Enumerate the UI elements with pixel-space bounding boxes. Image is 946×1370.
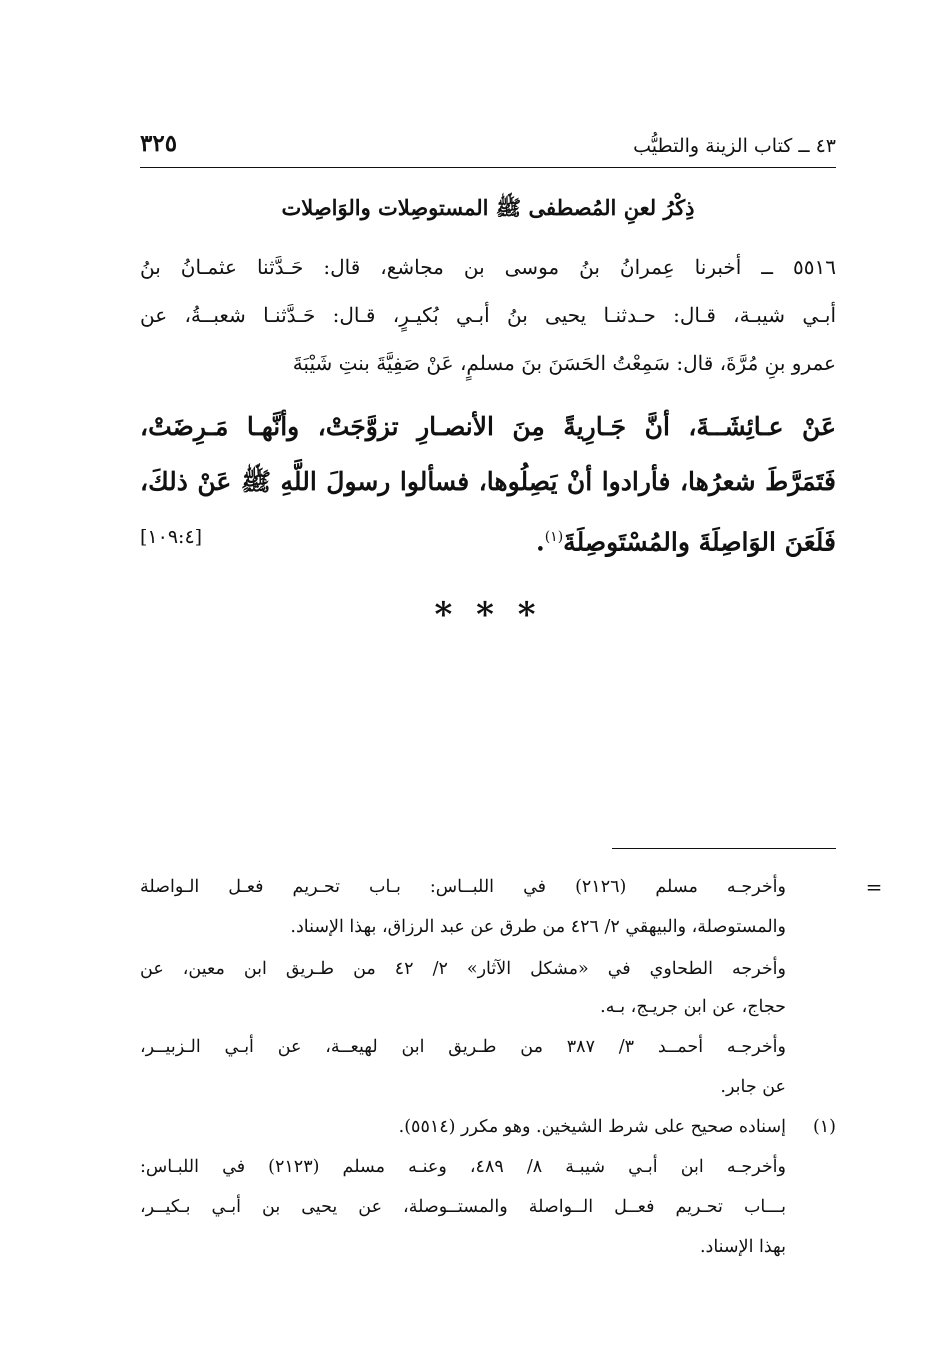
isnad-line: أبـي شيبـة، قـال: حـدثنـا يحيى بنُ أبـي بُكيـرٍ، قـال: حَـدَّثنـا شعبــةُ، عن xyxy=(140,303,836,327)
footnote-line: وأخرجـه أحمــد ٣/ ٣٨٧ من طـريق ابن لهيعــة، عن أبـي الـزبيــر، xyxy=(140,1037,786,1057)
isnad-line: ٥٥١٦ ــ أخبرنا عِمرانُ بنُ موسى بن مجاشع، قال: حَـدَّثنا عثمـانُ بنُ xyxy=(140,255,836,279)
footnote-line: وأخرجه الطحاوي في «مشكل الآثار» ٢/ ٤٢ من طـريق ابن معين، عن xyxy=(140,959,786,979)
footnote-line: حجاج، عن ابن جريـج، بـه. xyxy=(600,997,786,1017)
footnote-number: (١) xyxy=(812,1117,836,1137)
matn-line: فَتَمَرَّطَ شعرُها، فأرادوا أنْ يَصِلُوها، فسألوا رسولَ اللَّهِ ﷺ عَنْ ذلكَ، xyxy=(140,467,836,496)
section-separator: * * * xyxy=(434,595,542,635)
matn-line xyxy=(280,510,836,564)
matn-last-text: فَلَعَنَ الوَاصِلَةَ والمُسْتَوصِلَةَ xyxy=(563,527,836,557)
footnote-line: بـــاب تحـريم فعــل الــواصلة والمستــوصلة، عن يحيى بن أبـي بـكيــر، xyxy=(140,1197,786,1217)
header-rule xyxy=(140,167,836,168)
footnote-rule xyxy=(612,848,836,849)
footnote-line: والمستوصلة، والبيهقي ٢/ ٤٢٦ من طرق عن عبد الرزاق، بهذا الإسناد. xyxy=(290,917,786,937)
footnote-line: وأخرجـه ابن أبـي شيبـة ٨/ ٤٨٩، وعنـه مسلم (٢١٢٣) في اللبـاس: xyxy=(140,1157,786,1177)
running-title: ٤٣ ــ كتاب الزينة والتطيُّب xyxy=(633,135,836,157)
continuation-mark: = xyxy=(865,875,883,899)
footnote-line: وأخرجـه مسلم (٢١٢٦) في اللبــاس: بـاب تحـريم فعـل الـواصلة xyxy=(140,877,786,897)
source-reference: [١٠٩:٤] xyxy=(140,526,203,548)
page-number: ٣٢٥ xyxy=(140,130,178,157)
chapter-title: ذِكْرُ لعنِ المُصطفى ﷺ المستوصِلات والوَاصِلات xyxy=(281,195,695,220)
matn-end-period: . xyxy=(535,527,545,557)
footnote-line: بهذا الإسناد. xyxy=(699,1237,786,1257)
footnote-line: إسناده صحيح على شرط الشيخين. وهو مكرر (٥٥١٤). xyxy=(398,1117,786,1137)
footnote-marker: (١) xyxy=(544,529,564,545)
isnad-line: عمرو بنِ مُرَّةَ، قال: سَمِعْتُ الحَسَنَ بنَ مسلمٍ، عَنْ صَفِيَّةَ بنتِ شَيْبَةَ xyxy=(292,351,836,375)
matn-line: عَنْ عـائِشَــةَ، أنَّ جَـارِيةً مِنَ الأنصـارِ تزوَّجَتْ، وأنَّهـا مَـرِضَتْ، xyxy=(140,412,836,441)
footnote-line: عن جابر. xyxy=(720,1077,786,1097)
